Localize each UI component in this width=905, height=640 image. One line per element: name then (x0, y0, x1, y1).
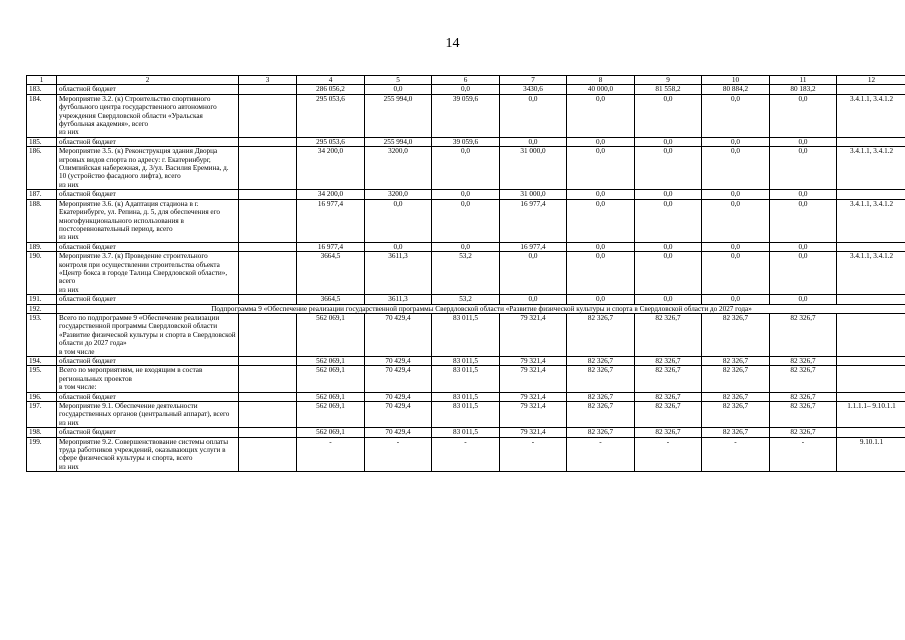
value-cell: 0,0 (635, 94, 702, 137)
value-cell: 39 059,6 (432, 137, 500, 146)
row-number-cell: 183. (27, 85, 57, 94)
value-cell: 70 429,4 (365, 313, 432, 356)
table-row (27, 402, 905, 428)
value-cell (239, 252, 297, 295)
value-cell: 0,0 (635, 295, 702, 304)
value-cell (239, 437, 297, 472)
value-cell: 82 326,7 (635, 402, 702, 428)
column-number-cell: 7 (500, 76, 567, 85)
value-cell: 562 069,1 (297, 428, 365, 437)
value-cell: 0,0 (567, 137, 635, 146)
value-cell: 82 326,7 (635, 428, 702, 437)
value-cell: 0,0 (635, 137, 702, 146)
target-code-cell: 3.4.1.1, 3.4.1.2 (837, 147, 905, 190)
value-cell: 82 326,7 (770, 313, 837, 356)
item-name-cell: областной бюджет (57, 428, 239, 437)
row-number-cell: 195. (27, 366, 57, 392)
value-cell (239, 190, 297, 199)
table-row (27, 94, 905, 137)
target-code-cell (837, 242, 905, 251)
value-cell: 83 011,5 (432, 392, 500, 401)
row-number-cell: 196. (27, 392, 57, 401)
item-name-cell: областной бюджет (57, 242, 239, 251)
value-cell: 82 326,7 (702, 357, 770, 366)
value-cell (239, 242, 297, 251)
target-code-cell: 3.4.1.1, 3.4.1.2 (837, 199, 905, 242)
value-cell: - (770, 437, 837, 472)
value-cell: 70 429,4 (365, 366, 432, 392)
value-cell: - (635, 437, 702, 472)
value-cell: 3664,5 (297, 252, 365, 295)
value-cell: 83 011,5 (432, 366, 500, 392)
column-number-cell: 3 (239, 76, 297, 85)
column-number-cell: 8 (567, 76, 635, 85)
table-row (27, 295, 905, 304)
value-cell: 3611,3 (365, 252, 432, 295)
table-row (27, 242, 905, 251)
value-cell: 82 326,7 (702, 313, 770, 356)
item-name-cell: Мероприятие 3.5. (к) Реконструкция здания Дворца игровых видов спорта по адресу: г. Екатеринбург, Олимпийская набережная, д. 3/ул. Василия Еремина, д. 10 (устройство фасадного лифта), всего из них (57, 147, 239, 190)
value-cell: 0,0 (702, 137, 770, 146)
value-cell: 16 977,4 (500, 242, 567, 251)
target-code-cell (837, 366, 905, 392)
table-row (27, 357, 905, 366)
value-cell (239, 402, 297, 428)
item-name-cell: областной бюджет (57, 295, 239, 304)
value-cell: 0,0 (635, 190, 702, 199)
value-cell: 562 069,1 (297, 366, 365, 392)
value-cell: 16 977,4 (297, 242, 365, 251)
table-row (27, 392, 905, 401)
budget-table (26, 75, 905, 472)
item-name-cell: Мероприятие 3.7. (к) Проведение строительного контроля при осуществлении строительства объекта «Центр бокса в городе Талица Свердловской области», всего из них (57, 252, 239, 295)
value-cell: - (432, 437, 500, 472)
value-cell: 81 558,2 (635, 85, 702, 94)
value-cell (239, 147, 297, 190)
value-cell: 82 326,7 (635, 392, 702, 401)
value-cell: 0,0 (500, 252, 567, 295)
value-cell: 82 326,7 (770, 392, 837, 401)
value-cell: 70 429,4 (365, 428, 432, 437)
row-number-cell: 186. (27, 147, 57, 190)
value-cell: 0,0 (702, 199, 770, 242)
value-cell: 83 011,5 (432, 402, 500, 428)
value-cell (239, 199, 297, 242)
value-cell: 34 200,0 (297, 147, 365, 190)
item-name-cell: Всего по мероприятиям, не входящим в состав региональных проектов в том числе: (57, 366, 239, 392)
value-cell: 53,2 (432, 252, 500, 295)
value-cell: 31 000,0 (500, 147, 567, 190)
value-cell: 0,0 (567, 199, 635, 242)
value-cell: 0,0 (432, 147, 500, 190)
value-cell: 82 326,7 (770, 402, 837, 428)
value-cell: 286 056,2 (297, 85, 365, 94)
column-number-cell: 2 (57, 76, 239, 85)
item-name-cell: Мероприятие 3.2. (к) Строительство спортивного футбольного центра государственного автономного учреждения Свердловской области «Уральская футбольная академия», всего из них (57, 94, 239, 137)
target-code-cell: 9.10.1.1 (837, 437, 905, 472)
value-cell: 82 326,7 (567, 366, 635, 392)
target-code-cell (837, 357, 905, 366)
row-number-cell: 191. (27, 295, 57, 304)
value-cell: 82 326,7 (702, 392, 770, 401)
value-cell: 82 326,7 (770, 428, 837, 437)
value-cell: 70 429,4 (365, 402, 432, 428)
value-cell: - (365, 437, 432, 472)
item-name-cell: областной бюджет (57, 137, 239, 146)
value-cell: 3200,0 (365, 190, 432, 199)
value-cell: 0,0 (567, 242, 635, 251)
item-name-cell: областной бюджет (57, 357, 239, 366)
value-cell: 70 429,4 (365, 357, 432, 366)
row-number-cell: 187. (27, 190, 57, 199)
value-cell: 0,0 (500, 94, 567, 137)
table-body (27, 76, 905, 472)
value-cell: 0,0 (432, 242, 500, 251)
value-cell: 0,0 (702, 190, 770, 199)
item-name-cell: Всего по подпрограмме 9 «Обеспечение реализации государственной программы Свердловской области «Развитие физической культуры и спорта в Свердловской области до 2027 года» в том числе (57, 313, 239, 356)
target-code-cell (837, 85, 905, 94)
value-cell: 0,0 (365, 199, 432, 242)
value-cell: 3430,6 (500, 85, 567, 94)
table-row (27, 252, 905, 295)
row-number-cell: 189. (27, 242, 57, 251)
row-number-cell: 193. (27, 313, 57, 356)
value-cell: 82 326,7 (702, 428, 770, 437)
value-cell: - (567, 437, 635, 472)
value-cell: 295 053,6 (297, 94, 365, 137)
row-number-cell: 199. (27, 437, 57, 472)
value-cell: 82 326,7 (567, 428, 635, 437)
value-cell: 82 326,7 (702, 402, 770, 428)
value-cell: 0,0 (567, 190, 635, 199)
value-cell (239, 295, 297, 304)
value-cell: 0,0 (432, 199, 500, 242)
value-cell (239, 313, 297, 356)
value-cell: 83 011,5 (432, 357, 500, 366)
value-cell: 83 011,5 (432, 428, 500, 437)
section-row (27, 304, 905, 313)
value-cell: 0,0 (770, 147, 837, 190)
column-number-cell: 12 (837, 76, 905, 85)
table-row (27, 147, 905, 190)
value-cell: 82 326,7 (567, 402, 635, 428)
value-cell (239, 137, 297, 146)
target-code-cell (837, 295, 905, 304)
row-number-cell: 190. (27, 252, 57, 295)
section-title-cell: Подпрограмма 9 «Обеспечение реализации государственной программы Свердловской области «Развитие физической культуры и спорта в Свердловской области до 2027 года» (57, 304, 905, 313)
value-cell: 79 321,4 (500, 402, 567, 428)
value-cell: 562 069,1 (297, 357, 365, 366)
value-cell: 40 000,0 (567, 85, 635, 94)
column-number-cell: 5 (365, 76, 432, 85)
value-cell (239, 366, 297, 392)
value-cell: 0,0 (770, 199, 837, 242)
column-number-cell: 10 (702, 76, 770, 85)
page-number: 14 (445, 36, 460, 51)
value-cell: 562 069,1 (297, 313, 365, 356)
value-cell: 0,0 (365, 242, 432, 251)
value-cell: 0,0 (770, 242, 837, 251)
value-cell: 0,0 (702, 242, 770, 251)
row-number-cell: 198. (27, 428, 57, 437)
value-cell: 82 326,7 (635, 366, 702, 392)
value-cell: 82 326,7 (567, 357, 635, 366)
row-number-cell: 194. (27, 357, 57, 366)
value-cell: 0,0 (432, 85, 500, 94)
value-cell: 70 429,4 (365, 392, 432, 401)
value-cell: 0,0 (635, 199, 702, 242)
value-cell: 0,0 (702, 295, 770, 304)
item-name-cell: областной бюджет (57, 85, 239, 94)
target-code-cell (837, 190, 905, 199)
value-cell: 83 011,5 (432, 313, 500, 356)
value-cell: 255 994,0 (365, 137, 432, 146)
target-code-cell (837, 313, 905, 356)
value-cell: 80 183,2 (770, 85, 837, 94)
value-cell (239, 428, 297, 437)
value-cell: 39 059,6 (432, 94, 500, 137)
row-number-cell: 185. (27, 137, 57, 146)
value-cell: 0,0 (770, 190, 837, 199)
value-cell: 0,0 (567, 295, 635, 304)
value-cell (239, 85, 297, 94)
column-number-cell: 6 (432, 76, 500, 85)
table-row (27, 437, 905, 472)
value-cell: 0,0 (567, 147, 635, 190)
value-cell: 0,0 (365, 85, 432, 94)
value-cell: 82 326,7 (770, 357, 837, 366)
table-row (27, 313, 905, 356)
value-cell: 0,0 (702, 252, 770, 295)
row-number-cell: 188. (27, 199, 57, 242)
value-cell: 34 200,0 (297, 190, 365, 199)
value-cell: - (702, 437, 770, 472)
column-number-cell: 1 (27, 76, 57, 85)
table-row (27, 190, 905, 199)
target-code-cell (837, 137, 905, 146)
value-cell: - (297, 437, 365, 472)
table-row (27, 199, 905, 242)
target-code-cell: 3.4.1.1, 3.4.1.2 (837, 94, 905, 137)
value-cell: - (500, 437, 567, 472)
value-cell: 562 069,1 (297, 392, 365, 401)
target-code-cell (837, 428, 905, 437)
value-cell: 16 977,4 (297, 199, 365, 242)
column-number-cell: 11 (770, 76, 837, 85)
value-cell: 79 321,4 (500, 313, 567, 356)
value-cell: 0,0 (770, 295, 837, 304)
row-number-cell: 192. (27, 304, 57, 313)
value-cell: 0,0 (567, 252, 635, 295)
value-cell: 3611,3 (365, 295, 432, 304)
row-number-cell: 184. (27, 94, 57, 137)
table-row (27, 137, 905, 146)
target-code-cell: 3.4.1.1, 3.4.1.2 (837, 252, 905, 295)
value-cell: 0,0 (635, 242, 702, 251)
item-name-cell: Мероприятие 9.1. Обеспечение деятельности государственных органов (центральный аппарат), всего из них (57, 402, 239, 428)
value-cell: 79 321,4 (500, 357, 567, 366)
value-cell: 82 326,7 (770, 366, 837, 392)
item-name-cell: областной бюджет (57, 392, 239, 401)
row-number-cell: 197. (27, 402, 57, 428)
value-cell: 0,0 (635, 252, 702, 295)
value-cell: 31 000,0 (500, 190, 567, 199)
value-cell: 80 884,2 (702, 85, 770, 94)
value-cell: 3200,0 (365, 147, 432, 190)
value-cell (239, 94, 297, 137)
value-cell: 16 977,4 (500, 199, 567, 242)
value-cell: 295 053,6 (297, 137, 365, 146)
value-cell: 0,0 (770, 94, 837, 137)
value-cell: 0,0 (500, 295, 567, 304)
item-name-cell: Мероприятие 9.2. Совершенствование системы оплаты труда работников учреждений, оказывающих услуги в сфере физической культуры и спорта, всего из них (57, 437, 239, 472)
value-cell: 82 326,7 (635, 313, 702, 356)
column-number-cell: 9 (635, 76, 702, 85)
value-cell: 0,0 (432, 190, 500, 199)
value-cell: 0,0 (770, 137, 837, 146)
target-code-cell (837, 392, 905, 401)
value-cell: 79 321,4 (500, 428, 567, 437)
value-cell: 0,0 (702, 147, 770, 190)
value-cell: 82 326,7 (635, 357, 702, 366)
item-name-cell: областной бюджет (57, 190, 239, 199)
value-cell: 53,2 (432, 295, 500, 304)
table-row (27, 428, 905, 437)
value-cell (239, 392, 297, 401)
column-number-cell: 4 (297, 76, 365, 85)
value-cell: 0,0 (770, 252, 837, 295)
value-cell (239, 357, 297, 366)
value-cell: 562 069,1 (297, 402, 365, 428)
table-row (27, 366, 905, 392)
value-cell: 0,0 (567, 94, 635, 137)
value-cell: 0,0 (635, 147, 702, 190)
table-row (27, 85, 905, 94)
value-cell: 82 326,7 (567, 392, 635, 401)
target-code-cell: 1.1.1.1– 9.10.1.1 (837, 402, 905, 428)
value-cell: 255 994,0 (365, 94, 432, 137)
value-cell: 3664,5 (297, 295, 365, 304)
value-cell: 82 326,7 (567, 313, 635, 356)
value-cell: 82 326,7 (702, 366, 770, 392)
value-cell: 79 321,4 (500, 392, 567, 401)
value-cell: 79 321,4 (500, 366, 567, 392)
column-number-row (27, 76, 905, 85)
item-name-cell: Мероприятие 3.6. (к) Адаптация стадиона в г. Екатеринбурге, ул. Репина, д. 5, для обеспечения его многофункционального использования в постсоревновательный период, всего из них (57, 199, 239, 242)
value-cell: 0,0 (500, 137, 567, 146)
value-cell: 0,0 (702, 94, 770, 137)
